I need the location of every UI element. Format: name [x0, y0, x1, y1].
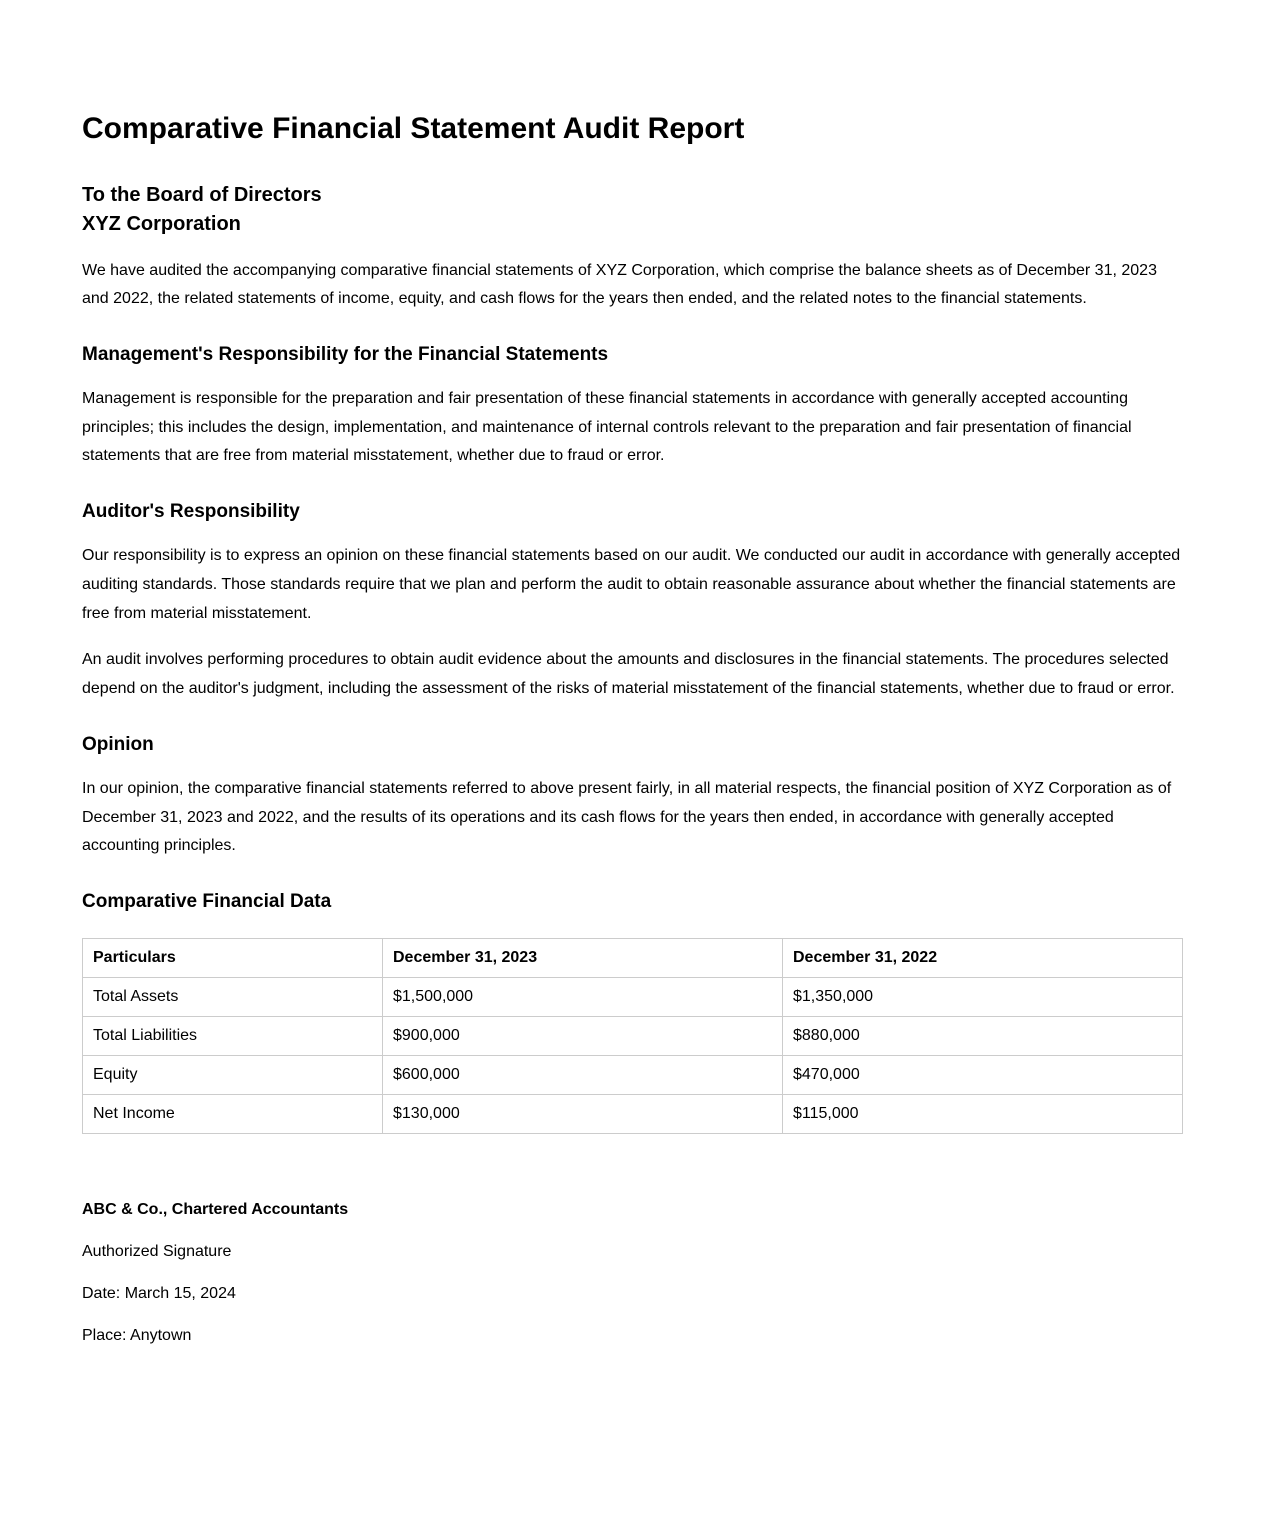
value-2022: $115,000: [783, 1095, 1183, 1134]
table-row-total-liabilities: [83, 1017, 1183, 1056]
row-label: Net Income: [83, 1095, 383, 1134]
table-row-equity: [83, 1056, 1183, 1095]
value-2022: $880,000: [783, 1017, 1183, 1056]
auditor-responsibility-paragraph-1: Our responsibility is to express an opinion on these financial statements based on our audit. We conducted our audit in accordance with generally accepted auditing standards. Those standards require that we plan and perform the audit to obtain reasonable assurance about whether the financial statements are free from material misstatement.: [82, 547, 1181, 622]
value-2023: $1,500,000: [383, 978, 783, 1017]
value-2022: $1,350,000: [783, 978, 1183, 1017]
addressee-block: [82, 181, 1181, 239]
table-header-row: [83, 939, 1183, 978]
date-line: Date: March 15, 2024: [82, 1285, 236, 1303]
authorized-signature-label: Authorized Signature: [82, 1243, 232, 1261]
value-2023: $900,000: [383, 1017, 783, 1056]
table-row-net-income: [83, 1095, 1183, 1134]
section-heading-management-responsibility: Management's Responsibility for the Financial Statements: [82, 344, 609, 366]
row-label: Equity: [83, 1056, 383, 1095]
column-header-particulars: Particulars: [83, 939, 383, 978]
value-2023: $130,000: [383, 1095, 783, 1134]
addressee-line-2: XYZ Corporation: [82, 212, 241, 235]
page-title: Comparative Financial Statement Audit Report: [82, 112, 745, 145]
section-heading-comparative-financial-data: Comparative Financial Data: [82, 891, 332, 913]
opinion-paragraph: In our opinion, the comparative financial statements referred to above present fairly, in all material respects, the financial position of XYZ Corporation as of December 31, 2023 and 2022, and the results of its operations and its cash flows for the years then ended, in accordance with generally accepted accounting principles.: [82, 779, 1172, 855]
section-heading-auditor-responsibility: Auditor's Responsibility: [82, 501, 300, 523]
column-header-dec-31-2022: December 31, 2022: [783, 939, 1183, 978]
management-responsibility-paragraph: Management is responsible for the preparation and fair presentation of these financial statements in accordance with generally accepted accounting principles; this includes the design, implementation, and maintenance of internal controls relevant to the preparation and fair presentation of financial statements that are free from material misstatement, whether due to fraud or error.: [82, 389, 1132, 465]
row-label: Total Assets: [83, 978, 383, 1017]
signature-block: [82, 1200, 1181, 1346]
place-line: Place: Anytown: [82, 1327, 192, 1345]
addressee-line-1: To the Board of Directors: [82, 183, 322, 206]
column-header-dec-31-2023: December 31, 2023: [383, 939, 783, 978]
section-heading-opinion: Opinion: [82, 734, 154, 756]
value-2022: $470,000: [783, 1056, 1183, 1095]
intro-paragraph: We have audited the accompanying comparative financial statements of XYZ Corporation, which comprise the balance sheets as of December 31, 2023 and 2022, the related statements of income, equity, and cash flows for the years then ended, and the related notes to the financial statements.: [82, 261, 1157, 308]
table-row-total-assets: [83, 978, 1183, 1017]
value-2023: $600,000: [383, 1056, 783, 1095]
firm-name: ABC & Co., Chartered Accountants: [82, 1201, 349, 1219]
comparative-financial-table: [82, 938, 1183, 1134]
row-label: Total Liabilities: [83, 1017, 383, 1056]
auditor-responsibility-paragraph-2: An audit involves performing procedures to obtain audit evidence about the amounts and disclosures in the financial statements. The procedures selected depend on the auditor's judgment, including the assessment of the risks of material misstatement of the financial statements, whether due to fraud or error.: [82, 651, 1175, 698]
